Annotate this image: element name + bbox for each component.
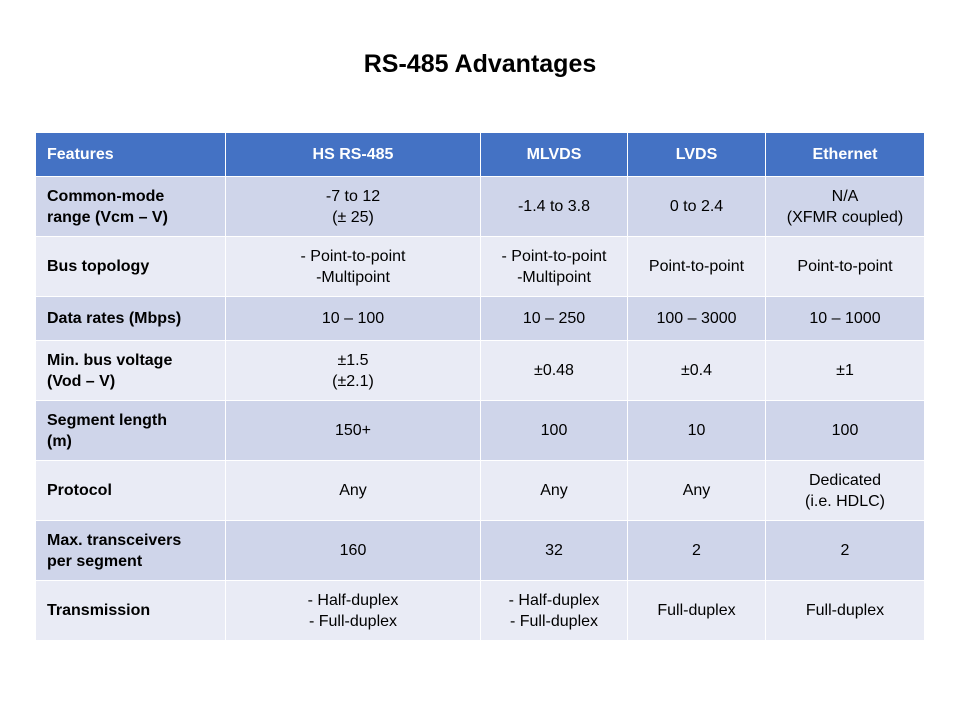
cell-hs-rs485 [226,581,481,641]
cell-mlvds [481,461,628,521]
cell-lvds [628,297,766,341]
cell-line: ±0.4 [680,362,713,379]
cell-ethernet [766,401,925,461]
table-row-segment-length [36,401,925,461]
row-label [36,521,226,581]
table-row-transmission [36,581,925,641]
cell-line: Data rates (Mbps) [47,310,182,327]
cell-hs-rs485 [226,341,481,401]
cell-line: -1.4 to 3.8 [517,198,591,215]
cell-line: - Full-duplex [308,612,398,630]
cell-ethernet [766,297,925,341]
cell-line: 10 – 1000 [809,310,881,327]
cell-line: Full-duplex [805,602,885,619]
cell-line: - Full-duplex [509,612,599,630]
cell-hs-rs485 [226,237,481,297]
cell-ethernet [766,341,925,401]
cell-line: N/A [831,187,859,205]
cell-line: 10 – 100 [321,310,385,327]
cell-line: 10 [687,422,706,439]
cell-line: ±1.5 [337,351,369,369]
cell-mlvds [481,341,628,401]
cell-mlvds [481,177,628,237]
cell-line: 32 [545,542,563,559]
cell-line: (± 25) [332,208,374,226]
table-row-protocol [36,461,925,521]
row-label [36,177,226,237]
cell-line: ±0.48 [534,362,574,379]
row-label [36,461,226,521]
cell-line: 100 [540,422,568,439]
row-label [36,341,226,401]
table-row-data-rates [36,297,925,341]
cell-line: 0 to 2.4 [669,198,724,215]
cell-mlvds [481,401,628,461]
cell-lvds [628,461,766,521]
cell-hs-rs485 [226,521,481,581]
cell-line: (m) [47,432,72,450]
cell-line: -7 to 12 [325,187,381,205]
cell-line: range (Vcm – V) [47,208,168,226]
cell-line: Segment length [47,411,168,429]
cell-line: (XFMR coupled) [786,208,904,226]
table-row-max-transceivers [36,521,925,581]
cell-hs-rs485 [226,461,481,521]
cell-mlvds [481,581,628,641]
cell-line: 160 [339,542,367,559]
cell-line: 2 [692,542,701,559]
cell-lvds [628,581,766,641]
cell-line: Any [540,482,568,499]
cell-line: Dedicated [808,471,882,489]
cell-line: Min. bus voltage [47,351,173,369]
cell-ethernet [766,237,925,297]
cell-line: 100 – 3000 [656,310,737,327]
cell-hs-rs485 [226,401,481,461]
cell-line: - Half-duplex [508,591,600,609]
cell-line: Point-to-point [648,258,745,275]
cell-lvds [628,237,766,297]
cell-line: Point-to-point [797,258,893,275]
cell-line: - Point-to-point [300,247,406,265]
cell-lvds [628,341,766,401]
cell-line: - Half-duplex [307,591,399,609]
cell-ethernet [766,461,925,521]
row-label [36,581,226,641]
header-mlvds: MLVDS [481,133,628,177]
row-label [36,237,226,297]
cell-line: - Point-to-point [501,247,607,265]
cell-lvds [628,521,766,581]
header-features: Features [36,133,226,177]
header-hs-rs485: HS RS-485 [226,133,481,177]
cell-lvds [628,401,766,461]
slide-title: RS-485 Advantages [363,50,597,78]
cell-line: Full-duplex [657,602,736,619]
cell-line: Common-mode [47,187,165,205]
features-comparison-table [35,132,925,641]
table-row-bus-topology [36,237,925,297]
cell-line: ±1 [836,362,854,379]
cell-lvds [628,177,766,237]
cell-line: (±2.1) [332,372,374,390]
cell-line: -Multipoint [517,268,591,286]
cell-line: Protocol [47,482,112,499]
cell-line: Max. transceivers [47,531,182,549]
table-row-common-mode-range [36,177,925,237]
cell-line: 100 [831,422,859,439]
cell-ethernet [766,581,925,641]
cell-line: (Vod – V) [47,372,116,390]
table-header-row [36,133,925,177]
cell-ethernet [766,521,925,581]
cell-line: 10 – 250 [522,310,586,327]
cell-line: Transmission [47,602,151,619]
cell-line: 150+ [334,422,372,439]
row-label [36,401,226,461]
cell-line: per segment [47,552,143,570]
cell-line: 2 [840,542,850,559]
cell-hs-rs485 [226,297,481,341]
row-label [36,297,226,341]
cell-line: -Multipoint [316,268,390,286]
cell-mlvds [481,521,628,581]
cell-line: Any [339,482,367,499]
table-row-min-bus-voltage [36,341,925,401]
cell-mlvds [481,297,628,341]
cell-line: (i.e. HDLC) [804,492,885,510]
header-lvds: LVDS [628,133,766,177]
cell-mlvds [481,237,628,297]
cell-ethernet [766,177,925,237]
header-ethernet: Ethernet [766,133,925,177]
cell-line: Any [682,482,711,499]
cell-line: Bus topology [47,258,150,275]
cell-hs-rs485 [226,177,481,237]
